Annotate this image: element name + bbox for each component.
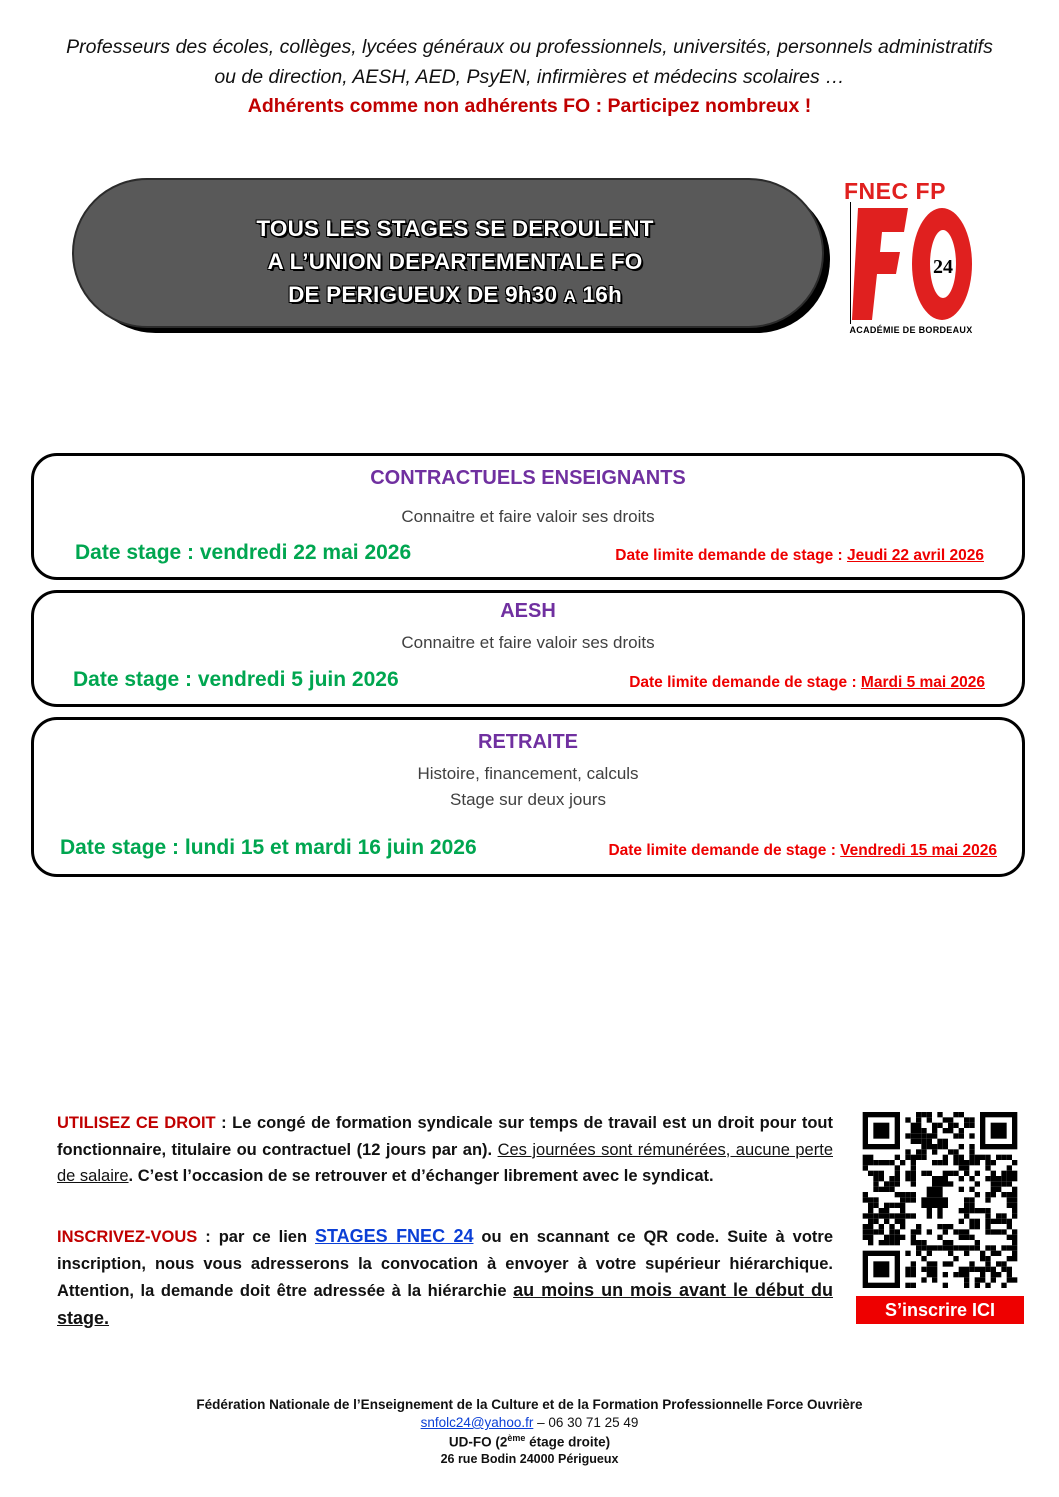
fo-mark-icon — [850, 202, 976, 324]
stage-deadline: Date limite demande de stage : Vendredi 15 mai 2026 — [608, 842, 997, 859]
banner-text — [72, 212, 838, 313]
banner-line-3: DE PERIGUEUX DE 9h30 A 16h — [288, 282, 622, 307]
stage-box-retraite — [31, 717, 1025, 877]
footer-federation: Fédération Nationale de l’Enseignement de la Culture et de la Formation Professionnelle Force Ouvrière — [196, 1397, 863, 1412]
stages-fnec-link[interactable]: STAGES FNEC 24 — [315, 1226, 474, 1246]
footer-address-street: 26 rue Bodin 24000 Périgueux — [440, 1452, 619, 1466]
info-paragraph-inscription: INSCRIVEZ-VOUS : par ce lien STAGES FNEC 24 ou en scannant ce QR code. Suite à votre inscription, nous vous adresserons la convocation à envoyer à votre supérieur hiérarchique. Attention, la demande doit être adressée à la hiérarchie au moins un mois avant le début du stage. — [57, 1226, 833, 1328]
stage-box-contractuels — [31, 453, 1025, 580]
stage-subtitle: Histoire, financement, calculs — [417, 764, 639, 783]
intro-call-to-action: Adhérents comme non adhérents FO : Participez nombreux ! — [247, 95, 812, 117]
logo-number: 24 — [933, 256, 953, 278]
stage-deadline: Date limite demande de stage : Jeudi 22 avril 2026 — [615, 547, 984, 564]
intro-audience-line-1: Professeurs des écoles, collèges, lycées généraux ou professionnels, universités, personnels administratifs — [66, 36, 993, 58]
footer-email-link[interactable]: snfolc24@yahoo.fr — [420, 1415, 534, 1430]
stage-title: CONTRACTUELS ENSEIGNANTS — [370, 467, 686, 489]
footer-contact: snfolc24@yahoo.fr – 06 30 71 25 49 — [420, 1415, 639, 1430]
stage-subtitle-2: Stage sur deux jours — [450, 790, 606, 809]
fnec-fp-fo-logo — [844, 176, 978, 336]
logo-header: FNEC FP — [844, 178, 946, 204]
stage-subtitle: Connaitre et faire valoir ses droits — [401, 507, 655, 526]
info-paragraph-droit: UTILISEZ CE DROIT : Le congé de formation syndicale sur temps de travail est un droit pour tout fonctionnaire, titulaire ou contractuel (12 jours par an). Ces journées sont rémunérées, aucune perte de salaire. C’est l’occasion de se retrouver et d’échanger librement avec le syndicat. — [57, 1114, 834, 1186]
banner-line-1: TOUS LES STAGES SE DEROULENT — [256, 216, 654, 241]
qr-register-caption[interactable]: S’inscrire ICI — [856, 1296, 1024, 1324]
intro-audience-line-2: ou de direction, AESH, AED, PsyEN, infirmières et médecins scolaires … — [214, 66, 845, 88]
qr-code-icon[interactable] — [862, 1112, 1018, 1288]
stage-date: Date stage : vendredi 5 juin 2026 — [73, 668, 399, 691]
stage-date: Date stage : lundi 15 et mardi 16 juin 2026 — [60, 836, 477, 859]
info-label-utilisez: UTILISEZ CE DROIT — [57, 1114, 216, 1132]
info-label-inscrivez: INSCRIVEZ-VOUS — [57, 1228, 198, 1246]
stage-title: AESH — [500, 600, 556, 622]
footer-address-floor: UD-FO (2ème étage droite) — [448, 1433, 611, 1450]
logo-academy: ACADÉMIE DE BORDEAUX — [849, 325, 973, 335]
stage-title: RETRAITE — [478, 731, 578, 753]
stage-deadline: Date limite demande de stage : Mardi 5 mai 2026 — [629, 674, 985, 691]
banner-line-2: A L’UNION DEPARTEMENTALE FO — [267, 249, 643, 274]
stage-subtitle: Connaitre et faire valoir ses droits — [401, 633, 655, 652]
stage-box-aesh — [31, 590, 1025, 707]
stage-date: Date stage : vendredi 22 mai 2026 — [75, 541, 412, 564]
